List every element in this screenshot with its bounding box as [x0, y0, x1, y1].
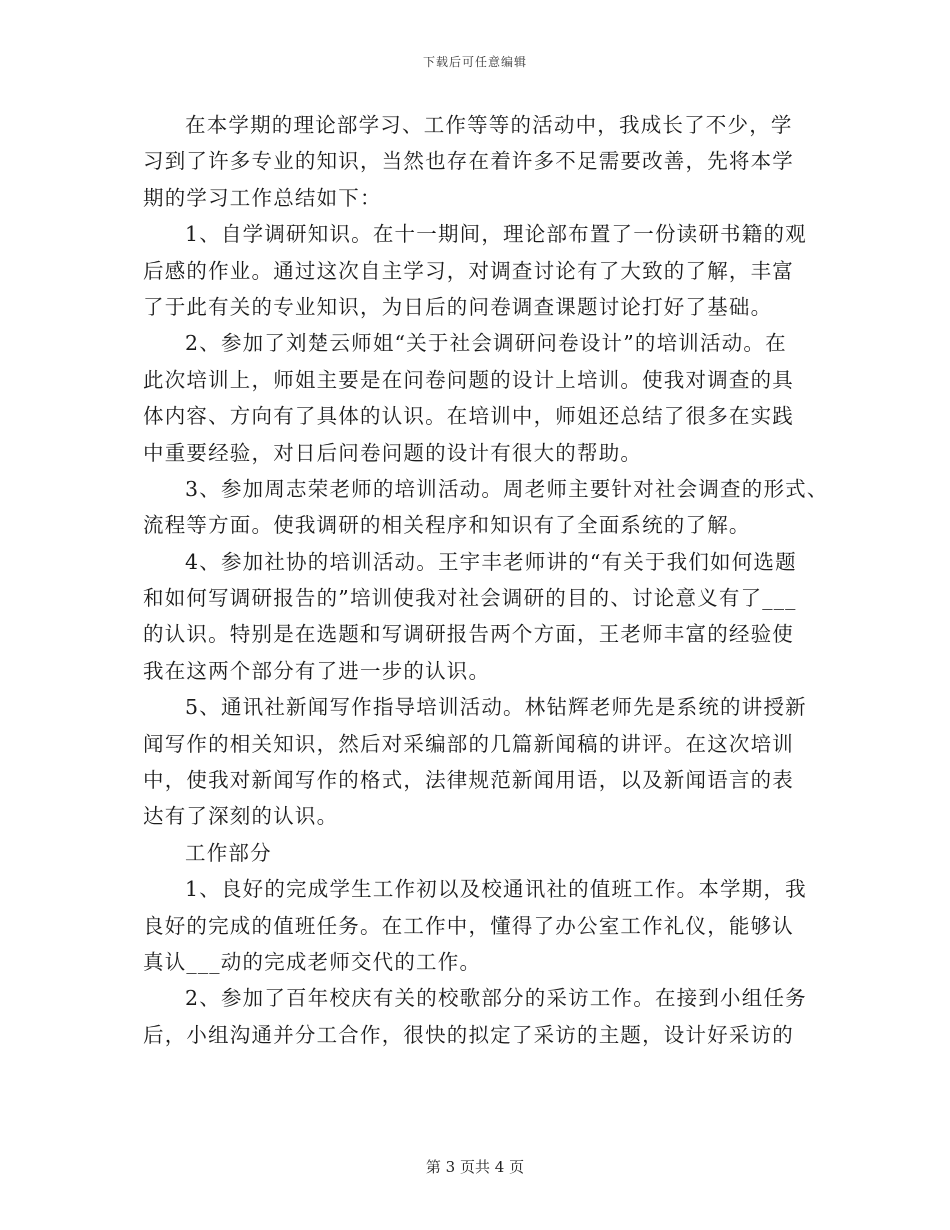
text-line: 闻写作的相关知识，然后对采编部的几篇新闻稿的讲评。在这次培训 — [143, 731, 794, 756]
text-line: 3、参加周志荣老师的培训活动。周老师主要针对社会调查的形式、 — [185, 476, 829, 501]
text-line: 流程等方面。使我调研的相关程序和知识有了全面系统的了解。 — [143, 513, 751, 538]
text-line: 在本学期的理论部学习、工作等等的活动中，我成长了不少，学 — [185, 113, 793, 137]
text-line: 此次培训上，师姐主要是在问卷问题的设计上培训。使我对调查的具 — [143, 367, 794, 392]
page-footer: 第 3 页共 4 页 — [425, 1158, 525, 1176]
text-line: 和如何写调研报告的”培训使我对社会调研的目的、讨论意义有了___ — [143, 586, 797, 611]
text-line: 中，使我对新闻写作的格式，法律规范新闻用语，以及新闻语言的表 — [143, 768, 794, 793]
text-line: 2、参加了百年校庆有关的校歌部分的采访工作。在接到小组任务 — [185, 986, 807, 1011]
text-line: 1、良好的完成学生工作初以及校通讯社的值班工作。本学期，我 — [185, 877, 807, 902]
text-line: 了于此有关的专业知识，为日后的问卷调查课题讨论打好了基础。 — [143, 294, 773, 319]
text-line: 达有了深刻的认识。 — [143, 804, 339, 829]
text-line: 4、参加社协的培训活动。王宇丰老师讲的“有关于我们如何选题 — [185, 549, 797, 574]
text-line: 5、通讯社新闻写作指导培训活动。林钻辉老师先是系统的讲授新 — [185, 695, 807, 720]
text-line: 习到了许多专业的知识，当然也存在着许多不足需要改善，先将本学 — [143, 149, 794, 174]
text-line: 真认___动的完成老师交代的工作。 — [143, 949, 482, 974]
text-line: 良好的完成的值班任务。在工作中，懂得了办公室工作礼仪，能够认 — [143, 913, 794, 938]
text-line: 中重要经验，对日后问卷问题的设计有很大的帮助。 — [143, 440, 643, 465]
text-line: 体内容、方向有了具体的认识。在培训中，师姐还总结了很多在实践 — [143, 404, 794, 429]
section-heading: 工作部分 — [185, 840, 272, 865]
text-line: 我在这两个部分有了进一步的认识。 — [143, 658, 491, 683]
text-line: 的认识。特别是在选题和写调研报告两个方面，王老师丰富的经验使 — [143, 622, 794, 647]
text-line: 2、参加了刘楚云师姐“关于社会调研问卷设计”的培训活动。在 — [185, 331, 787, 356]
text-line: 期的学习工作总结如下： — [143, 185, 382, 210]
page-header: 下载后可任意编辑 — [422, 55, 527, 69]
text-line: 1、自学调研知识。在十一期间，理论部布置了一份读研书籍的观 — [185, 222, 807, 247]
document-body — [143, 107, 833, 1053]
text-line: 后感的作业。通过这次自主学习，对调查讨论有了大致的了解，丰富 — [143, 258, 794, 283]
text-line: 后，小组沟通并分工合作，很快的拟定了采访的主题，设计好采访的 — [143, 1022, 794, 1047]
